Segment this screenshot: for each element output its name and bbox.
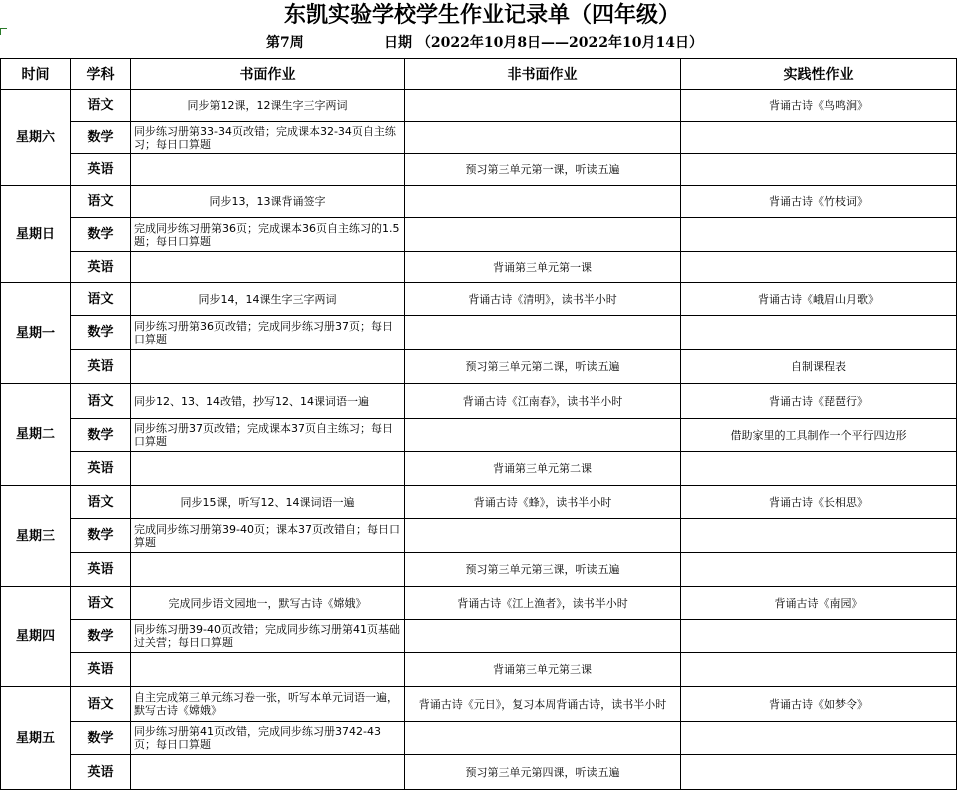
header-nonwritten: 非书面作业: [405, 59, 681, 90]
practice-homework-cell: 背诵古诗《鸟鸣涧》: [681, 90, 957, 122]
table-row: [1, 653, 957, 687]
nonwritten-homework-cell: [405, 122, 681, 154]
subject-cell: 数学: [71, 419, 131, 452]
table-row: [1, 218, 957, 252]
header-practice: 实践性作业: [681, 59, 957, 90]
subject-cell: 数学: [71, 122, 131, 154]
subject-cell: 数学: [71, 620, 131, 653]
page-title: 东凯实验学校学生作业记录单（四年级）: [283, 2, 680, 28]
table-row: [1, 316, 957, 350]
written-homework-cell: 同步练习册第33-34页改错；完成课本32-34页自主练习；每日口算题: [131, 122, 405, 154]
written-homework-cell: [131, 755, 405, 790]
day-cell: 星期一: [1, 283, 71, 384]
table-row: [1, 186, 957, 218]
nonwritten-homework-cell: 背诵古诗《江南春》，读书半小时: [405, 384, 681, 419]
header-written: 书面作业: [131, 59, 405, 90]
nonwritten-homework-cell: 背诵第三单元第二课: [405, 452, 681, 486]
written-homework-cell: [131, 252, 405, 283]
written-homework-cell: 同步练习册39-40页改错；完成同步练习册第41页基础过关营；每日口算题: [131, 620, 405, 653]
table-row: [1, 283, 957, 316]
subject-cell: 语文: [71, 186, 131, 218]
table-row: [1, 687, 957, 722]
subject-cell: 语文: [71, 384, 131, 419]
subject-cell: 数学: [71, 722, 131, 755]
written-homework-cell: 同步15课，听写12、14课词语一遍: [131, 486, 405, 519]
written-homework-cell: [131, 653, 405, 687]
table-body: [1, 90, 957, 790]
nonwritten-homework-cell: [405, 519, 681, 553]
practice-homework-cell: [681, 722, 957, 755]
nonwritten-homework-cell: 背诵古诗《江上渔者》，读书半小时: [405, 587, 681, 620]
written-homework-cell: [131, 553, 405, 587]
practice-homework-cell: [681, 653, 957, 687]
subject-cell: 英语: [71, 755, 131, 790]
table-row: [1, 755, 957, 790]
written-homework-cell: 同步第12课，12课生字三字两词: [131, 90, 405, 122]
day-cell: 星期五: [1, 687, 71, 790]
nonwritten-homework-cell: 预习第三单元第一课，听读五遍: [405, 154, 681, 186]
practice-homework-cell: 借助家里的工具制作一个平行四边形: [681, 419, 957, 452]
nonwritten-homework-cell: [405, 419, 681, 452]
header-subject: 学科: [71, 59, 131, 90]
day-cell: 星期三: [1, 486, 71, 587]
nonwritten-homework-cell: 背诵第三单元第三课: [405, 653, 681, 687]
practice-homework-cell: [681, 452, 957, 486]
table-row: [1, 722, 957, 755]
nonwritten-homework-cell: [405, 316, 681, 350]
subject-cell: 数学: [71, 316, 131, 350]
week-label: 第7周: [266, 35, 304, 51]
nonwritten-homework-cell: 预习第三单元第二课，听读五遍: [405, 350, 681, 384]
practice-homework-cell: 背诵古诗《竹枝词》: [681, 186, 957, 218]
table-row: [1, 350, 957, 384]
nonwritten-homework-cell: 预习第三单元第四课，听读五遍: [405, 755, 681, 790]
subject-cell: 英语: [71, 452, 131, 486]
date-label: 日期 （2022年10月8日——2022年10月14日）: [384, 35, 703, 51]
practice-homework-cell: 背诵古诗《峨眉山月歌》: [681, 283, 957, 316]
table-row: [1, 419, 957, 452]
table-row: [1, 384, 957, 419]
subject-cell: 英语: [71, 154, 131, 186]
practice-homework-cell: 背诵古诗《南园》: [681, 587, 957, 620]
nonwritten-homework-cell: 预习第三单元第三课，听读五遍: [405, 553, 681, 587]
subject-cell: 英语: [71, 553, 131, 587]
table-row: [1, 553, 957, 587]
practice-homework-cell: [681, 755, 957, 790]
practice-homework-cell: [681, 154, 957, 186]
practice-homework-cell: [681, 519, 957, 553]
header-time: 时间: [1, 59, 71, 90]
nonwritten-homework-cell: [405, 186, 681, 218]
table-row: [1, 486, 957, 519]
practice-homework-cell: 背诵古诗《长相思》: [681, 486, 957, 519]
homework-table: [0, 58, 957, 790]
header-row: [1, 59, 957, 90]
nonwritten-homework-cell: [405, 218, 681, 252]
table-row: [1, 620, 957, 653]
written-homework-cell: 完成同步练习册第39-40页；课本37页改错自；每日口算题: [131, 519, 405, 553]
nonwritten-homework-cell: 背诵古诗《蜂》，读书半小时: [405, 486, 681, 519]
day-cell: 星期四: [1, 587, 71, 687]
practice-homework-cell: [681, 218, 957, 252]
day-cell: 星期二: [1, 384, 71, 486]
subject-cell: 英语: [71, 252, 131, 283]
subject-cell: 语文: [71, 486, 131, 519]
table-row: [1, 587, 957, 620]
table-row: [1, 519, 957, 553]
subject-cell: 数学: [71, 218, 131, 252]
written-homework-cell: 同步13，13课背诵签字: [131, 186, 405, 218]
table-row: [1, 154, 957, 186]
written-homework-cell: 同步12、13、14改错，抄写12、14课词语一遍: [131, 384, 405, 419]
subject-cell: 语文: [71, 587, 131, 620]
nonwritten-homework-cell: 背诵古诗《元日》，复习本周背诵古诗，读书半小时: [405, 687, 681, 722]
written-homework-cell: 完成同步语文园地一，默写古诗《嫦娥》: [131, 587, 405, 620]
written-homework-cell: 同步练习册第36页改错；完成同步练习册37页；每日口算题: [131, 316, 405, 350]
nonwritten-homework-cell: 背诵第三单元第一课: [405, 252, 681, 283]
practice-homework-cell: 背诵古诗《如梦令》: [681, 687, 957, 722]
written-homework-cell: 完成同步练习册第36页；完成课本36页自主练习的1.5题；每日口算题: [131, 218, 405, 252]
written-homework-cell: [131, 154, 405, 186]
table-row: [1, 90, 957, 122]
nonwritten-homework-cell: [405, 722, 681, 755]
subject-cell: 数学: [71, 519, 131, 553]
table-row: [1, 122, 957, 154]
subject-cell: 语文: [71, 90, 131, 122]
table-row: [1, 252, 957, 283]
practice-homework-cell: 自制课程表: [681, 350, 957, 384]
practice-homework-cell: [681, 553, 957, 587]
day-cell: 星期六: [1, 90, 71, 186]
written-homework-cell: [131, 452, 405, 486]
written-homework-cell: [131, 350, 405, 384]
practice-homework-cell: [681, 252, 957, 283]
nonwritten-homework-cell: [405, 90, 681, 122]
subject-cell: 英语: [71, 653, 131, 687]
practice-homework-cell: 背诵古诗《琵琶行》: [681, 384, 957, 419]
subject-cell: 语文: [71, 283, 131, 316]
nonwritten-homework-cell: 背诵古诗《清明》，读书半小时: [405, 283, 681, 316]
subject-cell: 语文: [71, 687, 131, 722]
day-cell: 星期日: [1, 186, 71, 283]
nonwritten-homework-cell: [405, 620, 681, 653]
written-homework-cell: 同步练习册37页改错；完成课本37页自主练习；每日口算题: [131, 419, 405, 452]
practice-homework-cell: [681, 316, 957, 350]
practice-homework-cell: [681, 122, 957, 154]
table-row: [1, 452, 957, 486]
subject-cell: 英语: [71, 350, 131, 384]
written-homework-cell: 自主完成第三单元练习卷一张，听写本单元词语一遍，默写古诗《嫦娥》: [131, 687, 405, 722]
practice-homework-cell: [681, 620, 957, 653]
written-homework-cell: 同步练习册第41页改错，完成同步练习册3742-43页；每日口算题: [131, 722, 405, 755]
written-homework-cell: 同步14，14课生字三字两词: [131, 283, 405, 316]
